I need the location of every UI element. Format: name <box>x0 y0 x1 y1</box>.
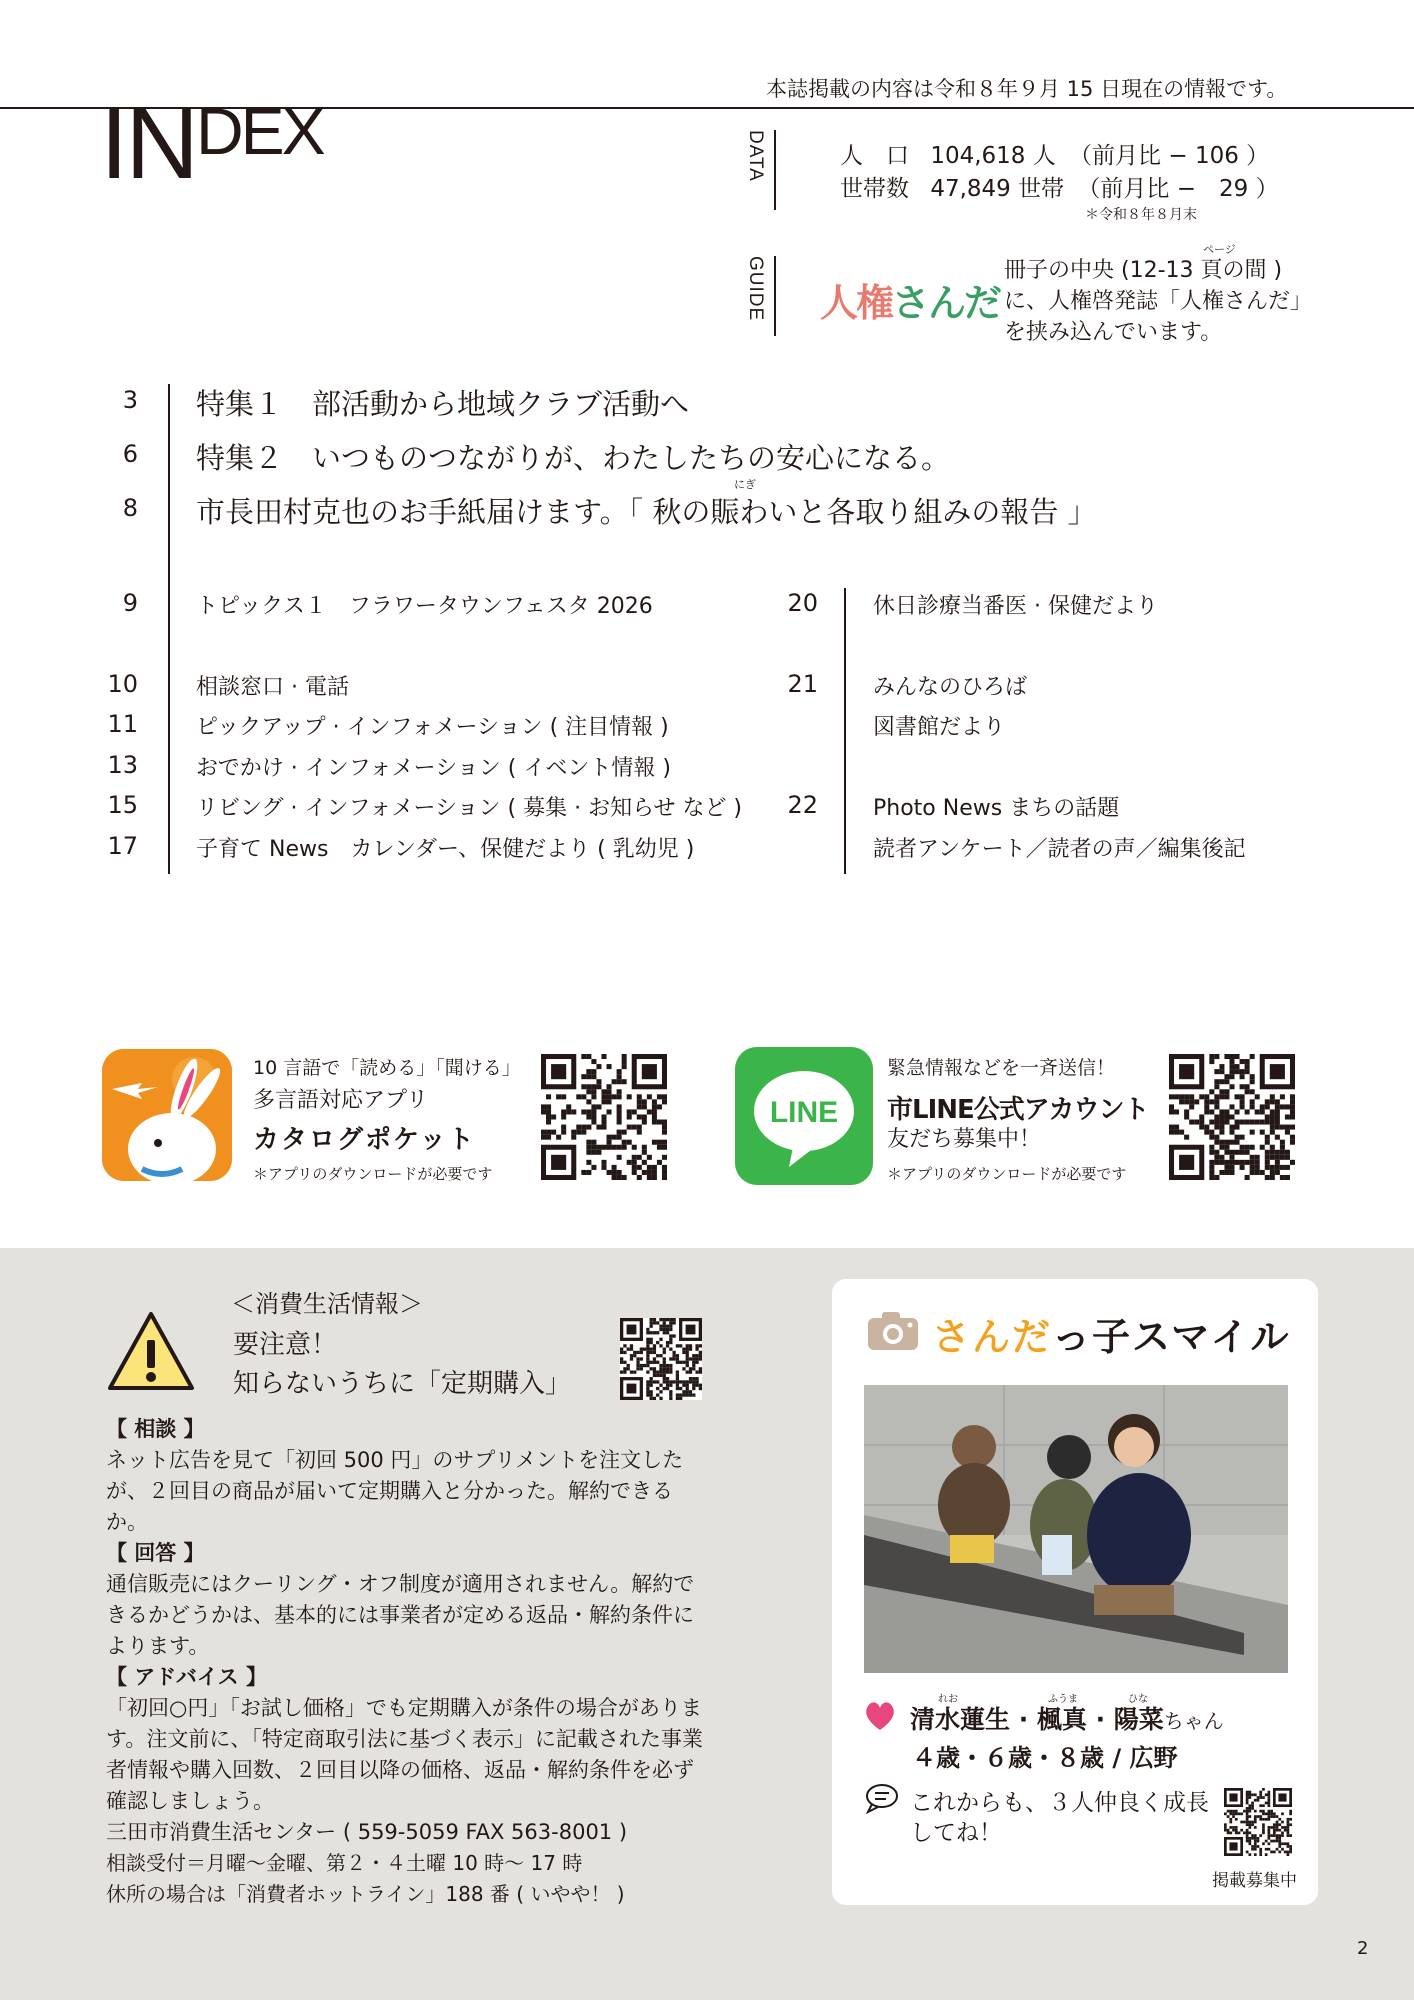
population-change: （前月比 − 106 ） <box>1069 143 1270 169</box>
message-line-2: してね！ <box>910 1820 1002 1846</box>
catalog-note: ＊アプリのダウンロードが必要です <box>253 1165 493 1183</box>
children-photo <box>864 1385 1288 1673</box>
line-banner-line-1: 緊急情報などを一斉送信！ <box>887 1057 1116 1079</box>
contents-item[interactable]: みんなのひろば <box>873 675 1028 700</box>
line-app-icon[interactable] <box>735 1047 873 1185</box>
camera-icon <box>866 1310 920 1356</box>
name-ruby-3: ひな <box>1128 1694 1148 1705</box>
children-names: 清水蓮生 · 楓真 · 陽菜ちゃん <box>910 1705 1224 1734</box>
contents-page: 17 <box>107 832 138 860</box>
issue-date-notice: 本誌掲載の内容は令和８年９月 15 日現在の情報です。 <box>766 77 1288 101</box>
catalog-line-1: 10 言語で「読める」「聞ける」 <box>253 1057 521 1079</box>
catalog-app-name: カタログポケット <box>253 1125 476 1155</box>
line-account-name: 市LINE公式アカウント <box>887 1095 1149 1125</box>
smile-qr-code[interactable] <box>1224 1788 1292 1856</box>
contents-page: 22 <box>787 791 818 819</box>
line-qr-code[interactable] <box>1169 1054 1295 1180</box>
feature-page: 3 <box>122 386 138 414</box>
index-title-dex: DEX <box>196 94 323 168</box>
consumer-hotline: 休所の場合は「消費者ホットライン」188 番 ( いやや！ ) <box>106 1882 625 1906</box>
consumer-article <box>106 1414 712 1910</box>
index-title <box>100 86 323 200</box>
advice-label: 【 アドバイス 】 <box>106 1665 267 1689</box>
line-banner-line-2: 友だち募集中！ <box>887 1127 1042 1152</box>
data-tab <box>744 130 776 210</box>
page-number: 2 <box>1357 1938 1369 1959</box>
name-ruby-2: ふうま <box>1048 1694 1078 1705</box>
contents-item[interactable]: おでかけ · インフォメーション ( イベント情報 ) <box>196 756 671 781</box>
feature-title[interactable]: 市長田村克也のお手紙届けます。「 秋の賑わいと各取り組みの報告 」 <box>196 495 1097 529</box>
contents-item[interactable]: トピックス１ フラワータウンフェスタ 2026 <box>196 594 653 619</box>
catalog-qr-code[interactable] <box>541 1054 667 1180</box>
feature-page: 6 <box>122 440 138 468</box>
contents-item[interactable]: ピックアップ · インフォメーション ( 注目情報 ) <box>196 715 669 740</box>
population-row <box>840 137 1269 170</box>
guide-ruby: ページ <box>1203 243 1236 256</box>
households-change: （前月比 − 29 ） <box>1077 176 1279 202</box>
contents-item[interactable]: 読者アンケート／読者の声／編集後記 <box>873 837 1246 862</box>
feature-ruby: にぎ <box>734 478 756 491</box>
population-value: 104,618 人 <box>930 143 1056 169</box>
contents-item[interactable]: リビング · インフォメーション ( 募集 · お知らせ など ) <box>196 796 743 821</box>
contents-right-rule <box>844 588 846 874</box>
advice-text: 「初回○円」「お試し価格」でも定期購入が条件の場合があります。注文前に、「特定商取引法に基づく表示」に記載された事業者情報や購入回数、２回目以降の価格、返品・解約条件を必ず確認しましょう。 <box>106 1696 703 1813</box>
contents-page: 11 <box>107 710 138 738</box>
households-label: 世帯数 <box>840 176 909 202</box>
consumer-section-title: ＜消費生活情報＞ <box>231 1290 423 1318</box>
consumer-center-hours: 相談受付＝月曜〜金曜、第２・４土曜 10 時〜 17 時 <box>106 1851 583 1875</box>
smile-title: さんだっ子スマイル <box>932 1315 1291 1359</box>
jinken-sanda-logo: 人権さんだ <box>820 280 1001 325</box>
line-icon-text: LINE <box>769 1096 839 1129</box>
consumer-qr-code[interactable] <box>620 1318 702 1400</box>
contents-item[interactable]: 子育て News カレンダー、保健だより ( 乳幼児 ) <box>196 837 695 862</box>
data-note: ＊令和８年８月末 <box>1085 207 1197 223</box>
catalog-pocket-app-icon[interactable] <box>102 1049 232 1181</box>
warning-icon <box>106 1310 196 1396</box>
feature-title[interactable]: 特集１ 部活動から地域クラブ活動へ <box>196 387 690 421</box>
contents-page: 10 <box>107 670 138 698</box>
contents-page: 9 <box>122 589 138 617</box>
population-label: 人 口 <box>840 143 909 169</box>
contents-item[interactable]: 図書館だより <box>873 715 1006 740</box>
guide-line-2: に、人権啓発誌「人権さんだ」 <box>1004 289 1313 314</box>
data-tab-label: DATA <box>745 130 766 182</box>
contents-page: 15 <box>107 791 138 819</box>
answer-text: 通信販売にはクーリング・オフ制度が適用されません。解約できるかどうかは、基本的には事業者が定める返品・解約条件によります。 <box>106 1572 695 1658</box>
index-title-in: IN <box>100 86 196 200</box>
speech-bubble-icon <box>864 1782 900 1818</box>
heart-icon <box>862 1700 898 1736</box>
contents-page: 20 <box>787 589 818 617</box>
catalog-line-2: 多言語対応アプリ <box>253 1088 429 1113</box>
guide-tab <box>744 256 776 336</box>
contents-item[interactable]: 相談窓口 · 電話 <box>196 675 349 700</box>
question-text: ネット広告を見て「初回 500 円」のサプリメントを注文したが、２回目の商品が届いて定期購入と分かった。解約できるか。 <box>106 1448 684 1534</box>
feature-title[interactable]: 特集２ いつものつながりが、わたしたちの安心になる。 <box>196 441 951 475</box>
feature-page: 8 <box>122 494 138 522</box>
line-note: ＊アプリのダウンロードが必要です <box>887 1165 1127 1183</box>
consumer-headline-1: 要注意！ <box>233 1330 338 1360</box>
answer-label: 【 回答 】 <box>106 1541 205 1565</box>
recruit-label: 掲載募集中 <box>1212 1871 1297 1891</box>
contents-item[interactable]: Photo News まちの話題 <box>873 796 1120 821</box>
contents-left-rule <box>168 384 170 874</box>
households-row <box>840 170 1279 203</box>
children-age-area: ４歳・６歳・８歳 / 広野 <box>912 1744 1178 1772</box>
consumer-center-contact: 三田市消費生活センター ( 559-5059 FAX 563-8001 ) <box>106 1820 628 1844</box>
guide-tab-label: GUIDE <box>745 256 766 322</box>
guide-line-1: 冊子の中央 (12-13 頁の間 ) <box>1004 258 1283 283</box>
contents-page: 21 <box>787 670 818 698</box>
consumer-headline-2: 知らないうちに「定期購入」 <box>233 1369 572 1399</box>
households-value: 47,849 世帯 <box>930 176 1065 202</box>
question-label: 【 相談 】 <box>106 1417 205 1441</box>
guide-line-3: を挟み込んでいます。 <box>1004 320 1223 345</box>
message-line-1: これからも、３人仲良く成長 <box>910 1790 1209 1816</box>
contents-page: 13 <box>107 751 138 779</box>
contents-item[interactable]: 休日診療当番医 · 保健だより <box>873 594 1158 619</box>
name-ruby-1: れお <box>938 1694 958 1705</box>
